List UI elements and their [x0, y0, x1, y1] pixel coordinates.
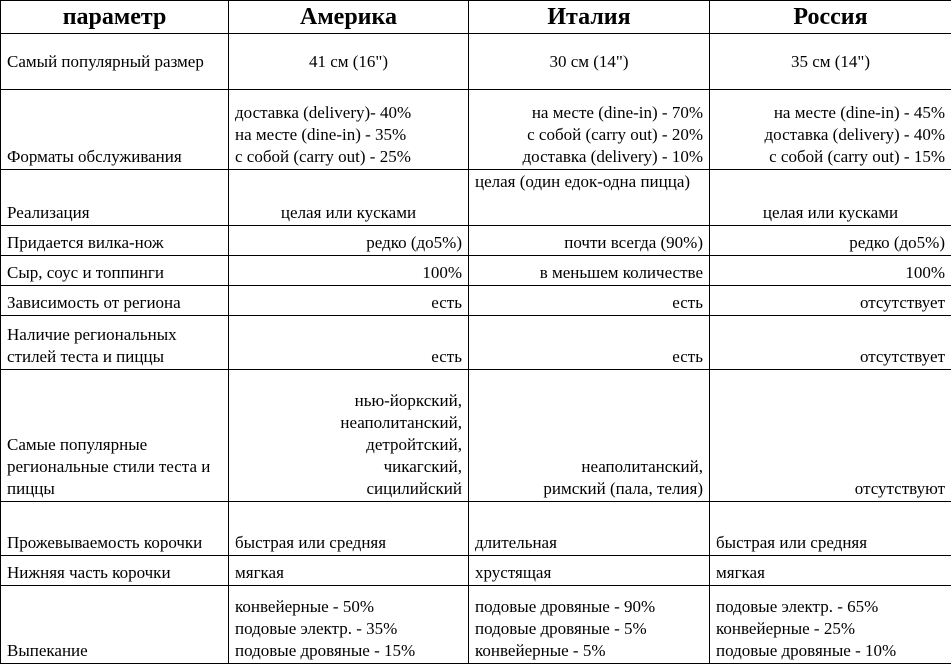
cell-usa	[229, 256, 469, 286]
header-row	[1, 1, 951, 34]
cell-line: детройтский,	[366, 435, 462, 454]
cell-italy	[469, 370, 710, 502]
cell-usa	[229, 90, 469, 170]
row-param: Выпекание	[1, 586, 229, 664]
cell-line: отсутствуют	[854, 479, 945, 498]
cell-italy	[469, 226, 710, 256]
cell-line: быстрая или средняя	[716, 533, 868, 552]
row-param: Наличие региональных стилей теста и пиццы	[1, 316, 229, 370]
cell-usa	[229, 556, 469, 586]
cell-line: 100%	[422, 263, 462, 282]
cell-line: почти всегда (90%)	[564, 233, 703, 252]
cell-italy	[469, 556, 710, 586]
cell-line: подовые дровяные - 15%	[235, 641, 416, 660]
cell-russia	[710, 586, 951, 664]
cell-line: с собой (carry out) - 20%	[527, 125, 703, 144]
cell-line: на месте (dine-in) - 70%	[531, 103, 703, 122]
table-row	[1, 586, 951, 664]
cell-russia	[710, 556, 951, 586]
row-param: Самый популярный размер	[1, 34, 229, 90]
cell-usa	[229, 502, 469, 556]
table-row	[1, 256, 951, 286]
header-usa: Америка	[229, 1, 469, 34]
cell-line: с собой (carry out) - 25%	[235, 147, 411, 166]
cell-line: римский (пала, телия)	[543, 479, 703, 498]
cell-line: на месте (dine-in) - 45%	[773, 103, 945, 122]
cell-italy	[469, 256, 710, 286]
cell-line: подовые дровяные - 90%	[475, 597, 656, 616]
table-row	[1, 286, 951, 316]
cell-line: конвейерные - 50%	[235, 597, 374, 616]
cell-line: с собой (carry out) - 15%	[769, 147, 945, 166]
cell-line: неаполитанский,	[581, 457, 703, 476]
cell-line: подовые дровяные - 5%	[475, 619, 647, 638]
cell-line: хрустящая	[475, 563, 552, 582]
cell-line: длительная	[475, 533, 557, 552]
row-param: Прожевываемость корочки	[1, 502, 229, 556]
cell-line: есть	[431, 293, 462, 312]
table-row	[1, 90, 951, 170]
cell-line: подовые электр. - 65%	[716, 597, 879, 616]
cell-line: неаполитанский,	[340, 413, 462, 432]
cell-line: нью-йоркский,	[354, 391, 462, 410]
cell-italy	[469, 170, 710, 226]
cell-line: отсутствует	[859, 347, 945, 366]
cell-italy	[469, 586, 710, 664]
header-param: параметр	[1, 1, 229, 34]
cell-line: мягкая	[716, 563, 765, 582]
cell-russia	[710, 370, 951, 502]
cell-line: есть	[431, 347, 462, 366]
cell-usa	[229, 370, 469, 502]
row-param: Придается вилка-нож	[1, 226, 229, 256]
table-row	[1, 370, 951, 502]
cell-line: есть	[672, 347, 703, 366]
cell-italy	[469, 286, 710, 316]
cell-line: мягкая	[235, 563, 284, 582]
cell-line: на месте (dine-in) - 35%	[235, 125, 407, 144]
cell-line: отсутствует	[859, 293, 945, 312]
cell-line: 30 см (14")	[549, 51, 629, 71]
table-row	[1, 34, 951, 90]
cell-line: в меньшем количестве	[539, 263, 703, 282]
cell-usa	[229, 226, 469, 256]
cell-russia	[710, 90, 951, 170]
cell-line: 100%	[905, 263, 945, 282]
cell-russia	[710, 226, 951, 256]
row-param: Реализация	[1, 170, 229, 226]
cell-italy	[469, 34, 710, 90]
cell-russia	[710, 502, 951, 556]
cell-line: чикагский,	[383, 457, 462, 476]
table-row	[1, 556, 951, 586]
cell-line: подовые дровяные - 10%	[716, 641, 897, 660]
header-italy: Италия	[469, 1, 710, 34]
table-row	[1, 170, 951, 226]
cell-line: редко (до5%)	[849, 233, 945, 252]
cell-italy	[469, 502, 710, 556]
cell-line: целая (один едок-одна пицца)	[475, 172, 691, 191]
cell-usa	[229, 170, 469, 226]
row-param: Форматы обслуживания	[1, 90, 229, 170]
cell-line: подовые электр. - 35%	[235, 619, 398, 638]
header-russia: Россия	[710, 1, 951, 34]
cell-russia	[710, 34, 951, 90]
cell-russia	[710, 316, 951, 370]
row-param: Нижняя часть корочки	[1, 556, 229, 586]
cell-line: целая или кусками	[762, 203, 899, 222]
cell-line: доставка (delivery)- 40%	[235, 103, 412, 122]
cell-russia	[710, 286, 951, 316]
cell-russia	[710, 170, 951, 226]
cell-italy	[469, 316, 710, 370]
table-row	[1, 226, 951, 256]
cell-usa	[229, 286, 469, 316]
cell-line: 35 см (14")	[790, 51, 871, 71]
cell-usa	[229, 34, 469, 90]
cell-line: сицилийский	[366, 479, 462, 498]
cell-usa	[229, 316, 469, 370]
row-param: Сыр, соус и топпинги	[1, 256, 229, 286]
cell-line: 41 см (16")	[308, 51, 389, 71]
cell-line: редко (до5%)	[366, 233, 462, 252]
cell-italy	[469, 90, 710, 170]
table-row	[1, 502, 951, 556]
cell-line: доставка (delivery) - 10%	[522, 147, 703, 166]
cell-line: доставка (delivery) - 40%	[764, 125, 945, 144]
cell-line: целая или кусками	[280, 203, 417, 222]
cell-usa	[229, 586, 469, 664]
cell-russia	[710, 256, 951, 286]
row-param: Самые популярные региональные стили теста и пиццы	[1, 370, 229, 502]
row-param: Зависимость от региона	[1, 286, 229, 316]
cell-line: конвейерные - 25%	[716, 619, 855, 638]
table-row	[1, 316, 951, 370]
cell-line: есть	[672, 293, 703, 312]
cell-line: конвейерные - 5%	[475, 641, 606, 660]
cell-line: быстрая или средняя	[235, 533, 387, 552]
